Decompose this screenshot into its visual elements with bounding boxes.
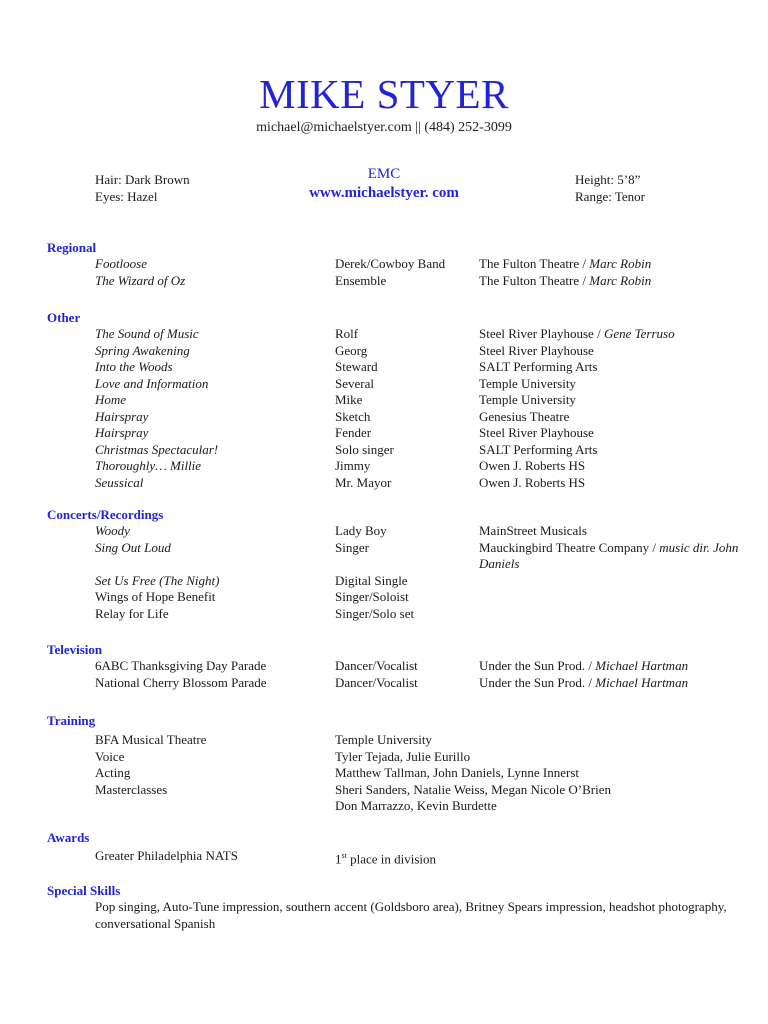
- role: Mike: [335, 392, 363, 407]
- venue: Genesius Theatre: [479, 408, 570, 424]
- credit-row: [47, 458, 737, 475]
- show-title: Into the Woods: [95, 359, 173, 374]
- show-title: Thoroughly… Millie: [95, 458, 202, 473]
- section-heading: Television: [47, 642, 103, 657]
- training-label: Voice: [95, 748, 125, 764]
- training-row: [47, 798, 737, 815]
- training-row: [47, 782, 737, 799]
- show-title: Wings of Hope Benefit: [95, 589, 216, 604]
- section-heading: Regional: [47, 240, 97, 255]
- role: Singer/Soloist: [335, 589, 409, 604]
- venue: The Fulton Theatre / Marc Robin: [479, 272, 652, 288]
- show-title: Set Us Free (The Night): [95, 572, 220, 588]
- venue: SALT Performing Arts: [479, 359, 598, 374]
- award-placement: 1st place in division: [335, 851, 437, 867]
- credit-row: [47, 658, 737, 675]
- role: Several: [335, 375, 374, 391]
- credit-row: [47, 343, 737, 360]
- venue: Steel River Playhouse: [479, 342, 594, 358]
- training-label: BFA Musical Theatre: [95, 732, 207, 747]
- venue: Temple University: [479, 392, 576, 407]
- training-label: Acting: [95, 765, 131, 780]
- physical-info-right: [575, 171, 645, 205]
- website-link[interactable]: www.michaelstyer. com: [309, 185, 459, 201]
- show-title: Christmas Spectacular!: [95, 441, 219, 457]
- section-heading: Special Skills: [47, 883, 121, 898]
- section-heading: Training: [47, 713, 96, 728]
- show-title: Seussical: [95, 474, 144, 490]
- show-title: Love and Information: [95, 375, 209, 391]
- training-value: Don Marrazzo, Kevin Burdette: [335, 798, 497, 813]
- candidate-name: MIKE STYER: [259, 71, 509, 117]
- credit-row: [47, 442, 737, 459]
- role: Singer: [335, 539, 369, 555]
- role: Lady Boy: [335, 523, 387, 538]
- training-value: Tyler Tejada, Julie Eurillo: [335, 748, 471, 764]
- role: Jimmy: [335, 458, 371, 473]
- role: Digital Single: [335, 572, 408, 588]
- show-title: Woody: [95, 523, 130, 538]
- venue: Under the Sun Prod. / Michael Hartman: [479, 674, 689, 690]
- role: Rolf: [335, 326, 359, 341]
- training-label: Masterclasses: [95, 781, 168, 797]
- eye-color: Eyes: Hazel: [95, 189, 158, 204]
- skills-text: Pop singing, Auto-Tune impression, southern accent (Goldsboro area), Britney Spears impression, headshot photography, conversational Spanish: [95, 899, 727, 931]
- vocal-range: Range: Tenor: [575, 189, 645, 204]
- credit-row: [47, 675, 737, 692]
- venue: MainStreet Musicals: [479, 523, 587, 538]
- role: Fender: [335, 425, 372, 440]
- credit-row: [47, 256, 737, 273]
- role: Dancer/Vocalist: [335, 674, 418, 690]
- hair-color: Hair: Dark Brown: [95, 172, 190, 187]
- award-row: [47, 848, 737, 865]
- venue: Temple University: [479, 375, 576, 391]
- training-row: [47, 765, 737, 782]
- award-label: Greater Philadelphia NATS: [95, 848, 238, 863]
- show-title: Home: [95, 392, 127, 407]
- venue: Under the Sun Prod. / Michael Hartman: [479, 658, 689, 673]
- agency-block: [0, 165, 768, 203]
- role: Ensemble: [335, 272, 387, 288]
- training-row: [47, 732, 737, 749]
- credit-row: [47, 326, 737, 343]
- other-section: [47, 310, 737, 491]
- credit-row: [47, 273, 737, 290]
- credit-row: [47, 425, 737, 442]
- agency-name: EMC: [367, 166, 401, 182]
- venue: SALT Performing Arts: [479, 441, 598, 457]
- concerts-section: [47, 507, 737, 622]
- credit-row: [47, 392, 737, 409]
- show-title: Relay for Life: [95, 605, 169, 621]
- show-title: The Wizard of Oz: [95, 272, 186, 288]
- role: Dancer/Vocalist: [335, 658, 418, 673]
- credit-row: [47, 540, 737, 573]
- training-row: [47, 749, 737, 766]
- show-title: Hairspray: [95, 408, 149, 424]
- role: Georg: [335, 342, 368, 358]
- contact-line: michael@michaelstyer.com || (484) 252-3099: [256, 120, 512, 135]
- show-title: The Sound of Music: [95, 326, 199, 341]
- role: Singer/Solo set: [335, 605, 415, 621]
- section-heading: Other: [47, 310, 81, 325]
- credit-row: [47, 359, 737, 376]
- training-value: Sheri Sanders, Natalie Weiss, Megan Nicole O’Brien: [335, 781, 611, 797]
- show-title: 6ABC Thanksgiving Day Parade: [95, 658, 267, 673]
- venue: Owen J. Roberts HS: [479, 458, 586, 473]
- credit-row: [47, 376, 737, 393]
- training-section: [47, 713, 737, 815]
- venue: Owen J. Roberts HS: [479, 474, 586, 490]
- credit-row: [47, 589, 737, 606]
- venue: Steel River Playhouse: [479, 425, 594, 440]
- awards-section: [47, 830, 737, 865]
- role: Derek/Cowboy Band: [335, 256, 446, 271]
- skills-section: [47, 883, 737, 931]
- venue: The Fulton Theatre / Marc Robin: [479, 256, 652, 271]
- section-heading: Concerts/Recordings: [47, 507, 164, 522]
- credit-row: [47, 409, 737, 426]
- role: Solo singer: [335, 441, 394, 457]
- venue: Mauckingbird Theatre Company / music dir. John Daniels: [479, 539, 739, 571]
- training-value: Matthew Tallman, John Daniels, Lynne Innerst: [335, 765, 579, 780]
- height: Height: 5’8”: [575, 172, 641, 187]
- credit-row: [47, 606, 737, 623]
- television-section: [47, 642, 737, 691]
- show-title: Spring Awakening: [95, 342, 190, 358]
- section-heading: Awards: [47, 830, 90, 845]
- venue: Steel River Playhouse / Gene Terruso: [479, 326, 675, 341]
- credit-row: [47, 523, 737, 540]
- credit-row: [47, 475, 737, 492]
- show-title: National Cherry Blossom Parade: [95, 674, 267, 690]
- show-title: Footloose: [95, 256, 147, 271]
- role: Mr. Mayor: [335, 474, 392, 490]
- show-title: Hairspray: [95, 425, 149, 440]
- regional-section: [47, 240, 737, 289]
- role: Steward: [335, 359, 378, 374]
- role: Sketch: [335, 408, 371, 424]
- training-value: Temple University: [335, 732, 432, 747]
- credit-row: [47, 573, 737, 590]
- show-title: Sing Out Loud: [95, 539, 171, 555]
